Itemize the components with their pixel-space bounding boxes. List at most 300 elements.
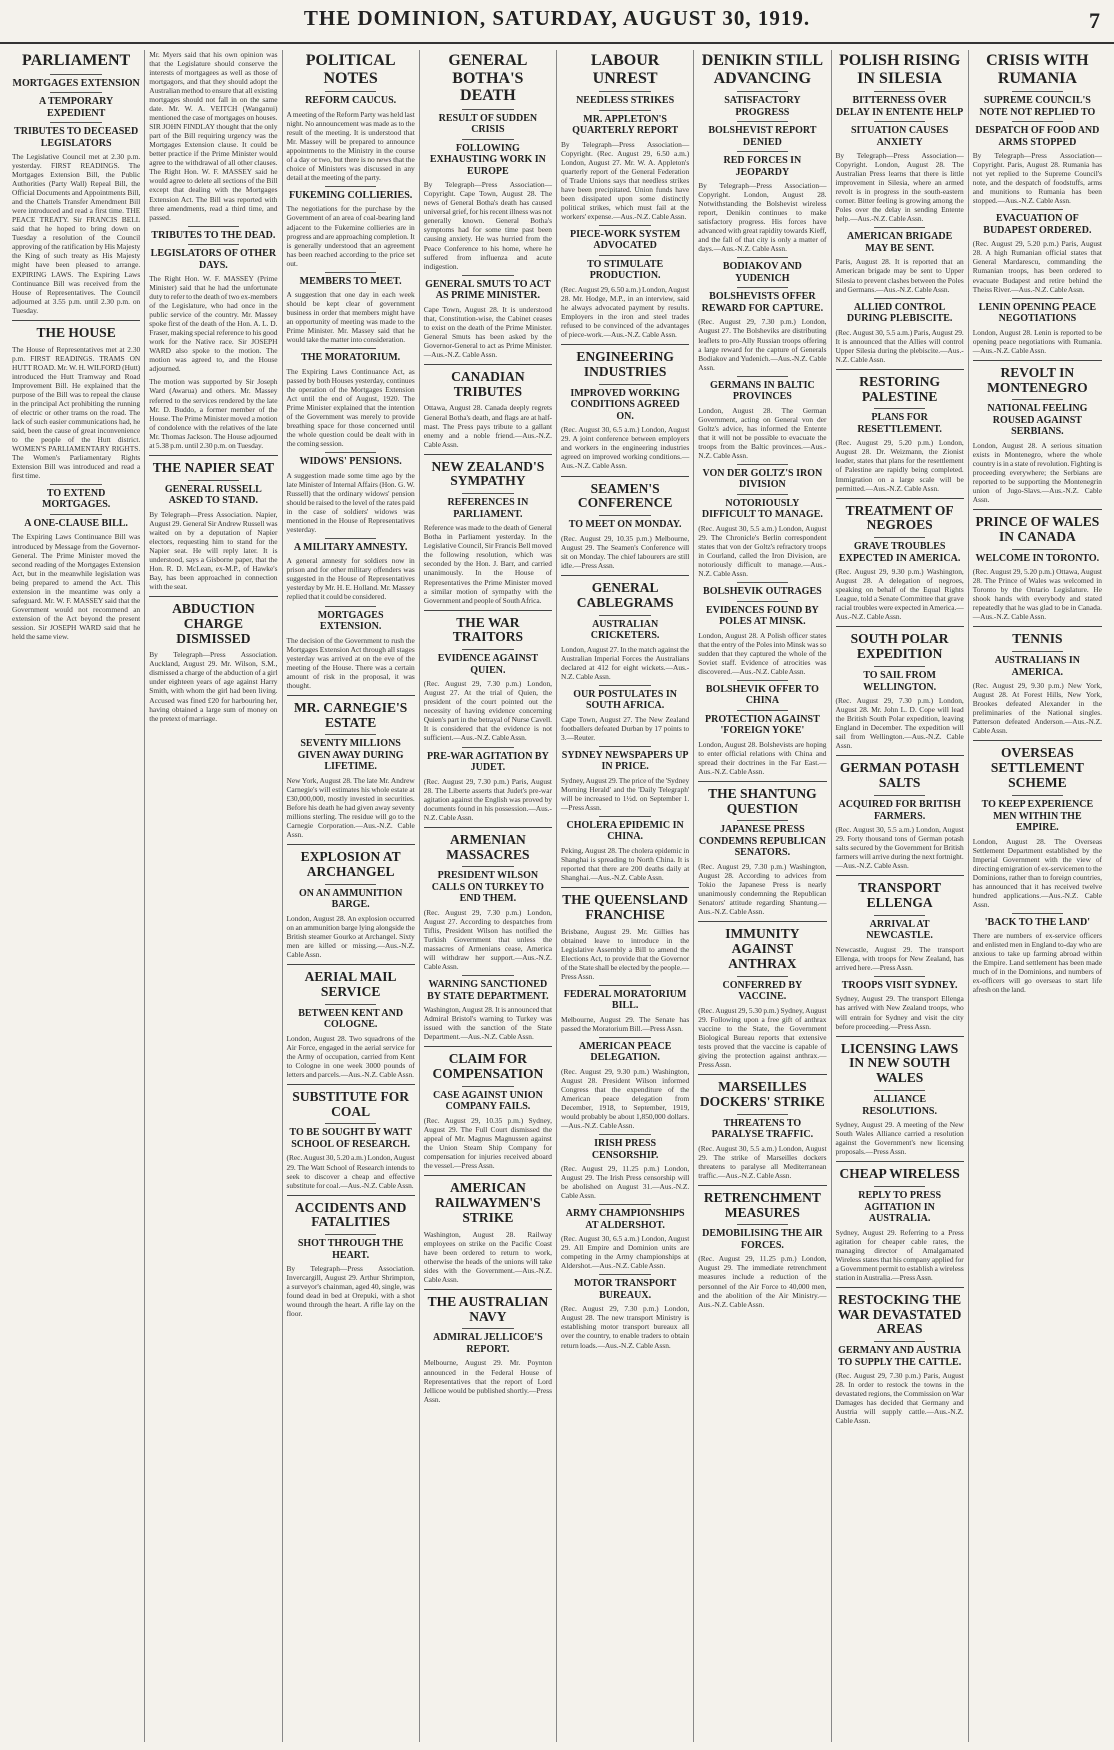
article-body: There are numbers of ex-service officers and enlisted men in England to-day who are anxious to take up farming abroad within the Empire. Land settlement has been made much of in the Dominions, and numbers of ex-officers will go overseas to start life afresh on the land. [972, 931, 1102, 995]
article-subheadline: 'BACK TO THE LAND' [984, 916, 1091, 928]
article-body: A general amnesty for soldiers now in prison and for other military offenders was suggested in the House of Representatives yesterday by Mr. H. E. Holland. Mr. Massey replied that it could be considered. [286, 556, 415, 602]
article-subheadline: CHOLERA EPIDEMIC IN CHINA. [566, 819, 684, 843]
article [973, 626, 1102, 735]
article-headline: MR. CARNEGIE'S ESTATE [293, 699, 408, 730]
article-headline: ARMENIAN MASSACRES [446, 831, 530, 862]
article-subheadline: AUSTRALIAN CRICKETERS. [590, 618, 660, 641]
article-body: The negotiations for the purchase by the Government of an area of coal-bearing land adjacent to the Fukemine collieries are in progress and are approaching completion. It is generally understood that an agreement has been reached according to the price set out. [286, 204, 415, 268]
article-headline: SOUTH POLAR EXPEDITION [850, 631, 949, 662]
article-divider [424, 1289, 552, 1290]
article-headline: PARLIAMENT [22, 52, 131, 69]
headline-rule [737, 1114, 788, 1115]
article-divider [836, 369, 964, 370]
article-subheadline: GERMANS IN BALTIC PROVINCES [710, 379, 815, 403]
article-subheadline: REPLY TO PRESS AGITATION IN AUSTRALIA. [858, 1190, 942, 1225]
headline-rule [874, 915, 925, 916]
article-body: Sydney, August 29. The transport Ellenga has arrived with New Zealand troops, who will entrain for Sydney and visit the city before proceeding.—Press Assn. [835, 994, 964, 1031]
article [698, 52, 826, 253]
article-subheadline: TROOPS VISIT SYDNEY. [841, 979, 958, 991]
headline-rule [1012, 913, 1064, 914]
article [698, 921, 826, 1069]
article-body: (Rec. August 29, 7.30 p.m.) London, August 27. According to despatches from Tiflis, President Wilson has notified the Turkish Government that unless the massacres of Armenians cease, America will withdraw her support.—Aus.-N.Z. Cable Assn. [423, 907, 552, 972]
article-body: By Telegraph—Press Association—Copyright. Paris, August 28. Rumania has not yet replied to the Supreme Council's note, and the despatch of foodstuffs, arms and munitions to Rumania has been stopped.—Aus.-N.Z. Cable Assn. [972, 151, 1102, 206]
article [836, 1287, 964, 1426]
headline-rule [50, 92, 101, 93]
article-body: London, August 28. Lenin is reported to be opening peace negotiations with Rumania.—Aus.-N.Z. Cable Assn. [972, 327, 1102, 355]
article [973, 52, 1102, 205]
article-subheadline: WARNING SANCTIONED BY STATE DEPARTMENT. [427, 979, 549, 1002]
article-subheadline: TRIBUTES TO DECEASED LEGISLATORS [14, 126, 139, 149]
article [424, 747, 552, 822]
article [973, 360, 1102, 504]
article-divider [973, 509, 1102, 510]
article-divider [836, 1036, 964, 1037]
article-headline: POLISH RISING IN SILESIA [838, 52, 961, 87]
headline-rule [599, 746, 650, 747]
article [424, 275, 552, 359]
article-subheadline: TO SAIL FROM WELLINGTON. [863, 670, 937, 693]
article-body: (Rec. August 29, 9.30 p.m.) Washington, August 28. A delegation of negroes, speaking on behalf of the Equal Rights League, told a Senate Committee that grave racial troubles were expected in America.—Aus.-N.Z. Cable Assn. [835, 567, 964, 622]
article-divider [836, 498, 964, 499]
article [149, 377, 277, 449]
article-subheadline: SHOT THROUGH THE HEART. [297, 1238, 404, 1261]
article-body: Sydney, August 29. A meeting of the New South Wales Alliance carried a resolution against the Government's new licensing proposals.—Press Assn. [835, 1120, 964, 1157]
article-subheadline: NOTORIOUSLY DIFFICULT TO MANAGE. [701, 497, 823, 521]
article-body: The Legislative Council met at 2.30 p.m. yesterday. FIRST READINGS. The Mortgages Extension Bill, the Public Authorities (Party Wall) Repeal Bill, the Official Documents and Appointments Bill, and the Chattels Transfer Amendment Bill were introduced and read a first time. THE PEACE TREATY. Sir FRANCIS BELL said that he hoped to bring down on Tuesday a resolution of the Council approving of the ratification by His Majesty the King of such treaty as His Majesty might have been pleased to arrange. EXPIRING LAWS. The Expiring Laws Continuance Bill was received from the House of Representatives. The Council adjourned at 3.55 p.m. until 2.30 p.m. on Tuesday. [12, 152, 141, 315]
article-headline: AERIAL MAIL SERVICE [304, 968, 397, 999]
article-subheadline: EVACUATION OF BUDAPEST ORDERED. [983, 213, 1092, 236]
article [836, 875, 964, 972]
headline-rule [50, 484, 101, 485]
headline-rule [325, 186, 376, 187]
article-divider [698, 1074, 826, 1075]
article-subheadline: LEGISLATORS OF OTHER DAYS. [150, 248, 277, 271]
article-headline: RESTOCKING THE WAR DEVASTATED AREAS [837, 1291, 962, 1337]
article-subheadline: BOLSHEVIST REPORT DENIED [708, 125, 817, 148]
article-headline: GENERAL BOTHA'S DEATH [448, 52, 528, 105]
columns [8, 50, 1106, 1742]
article-subheadline: ALLIANCE RESOLUTIONS. [862, 1094, 937, 1117]
article-subheadline: TO KEEP EXPERIENCE MEN WITHIN THE EMPIRE. [981, 799, 1094, 833]
article-body: The motion was supported by Sir Joseph Ward (Awarua) and others. Mr. Massey referred to the services rendered by the late Mr. D. Buddo, a former member of the House. The Prime Minister moved a motion of condolence with the relatives of the late Mr. Thomas Jackson. The House adjourned at 5.38 p.m. until 2.30 p.m. on Tuesday. [149, 377, 278, 450]
article [561, 1274, 689, 1349]
article-divider [836, 1287, 964, 1288]
headline-rule [325, 348, 376, 349]
article-divider [424, 827, 552, 828]
article-body: A suggestion made some time ago by the late Minister of Internal Affairs (Hon. G. W. Russell) that the ordinary widows' pension should be raised to the level of the rates paid in the case of soldiers' widows was mentioned in the House of Representatives yesterday. [286, 470, 415, 534]
column-2 [145, 50, 282, 1742]
article-subheadline: OUR POSTULATES IN SOUTH AFRICA. [573, 688, 677, 712]
article-body: (Rec. August 30, 5.5 a.m.) London, August 29. The strike of Marseilles dockers threatens to paralyse all Mediterranean traffic.—Aus.-N.Z. Cable Assn. [698, 1143, 827, 1180]
article-headline: CLAIM FOR COMPENSATION [432, 1051, 544, 1082]
headline-rule [1012, 651, 1064, 652]
article-headline: CHEAP WIRELESS [839, 1166, 960, 1182]
headline-rule [325, 606, 376, 607]
article-headline: CRISIS WITH RUMANIA [986, 52, 1089, 87]
article [836, 298, 964, 364]
article-divider [424, 1175, 552, 1176]
article-body: (Rec. August 29, 11.25 p.m.) London, August 29. The Irish Press censorship will be abolished on August 31.—Aus.-N.Z. Cable Assn. [561, 1164, 690, 1201]
article-subheadline: PRE-WAR AGITATION BY JUDET. [426, 750, 549, 773]
headline-rule [599, 615, 650, 616]
article-subheadline: EVIDENCES FOUND BY POLES AT MINSK. [705, 604, 819, 627]
article-subheadline: DEMOBILISING THE AIR FORCES. [702, 1228, 823, 1251]
headline-rule [874, 1341, 925, 1342]
article [836, 227, 964, 293]
headline-rule [874, 795, 925, 796]
article-body: Ottawa, August 28. Canada deeply regrets General Botha's death, and flags are at half-mast. The Press pays tribute to a gallant enemy and a noble friend.—Aus.-N.Z. Cable Assn. [423, 403, 552, 449]
article [149, 455, 277, 591]
headline-rule [737, 91, 788, 92]
article-subheadline: SUPREME COUNCIL'S NOTE NOT REPLIED TO [979, 95, 1096, 118]
article-subheadline: GENERAL SMUTS TO ACT AS PRIME MINISTER. [425, 278, 551, 302]
article-body: Washington, August 28. It is announced that Admiral Bristol's warning to Turkey was issued with the sanction of the State Department.—Aus.-N.Z. Cable Assn. [423, 1005, 552, 1042]
article-body: London, August 28. A serious situation exists in Montenegro, where the whole country is in a state of revolution. Fighting is proceeding everywhere; the Serbians are reported to be supporting the Montenegrin union of Jugo-Slavs.—Aus.-N.Z. Cable Assn. [972, 440, 1102, 505]
article-subheadline: TO STIMULATE PRODUCTION. [587, 258, 664, 282]
headline-rule [874, 666, 925, 667]
article-subheadline: FOLLOWING EXHAUSTING WORK IN EUROPE [429, 142, 546, 177]
article-divider [149, 455, 277, 456]
article-headline: DENIKIN STILL ADVANCING [701, 52, 824, 87]
article-body: (Rec. August 29, 7.30 p.m.) London, August 28. Mr. John L. D. Cope will lead the British South Polar expedition, leaving England in December. The expedition will sail from Wellington.—Aus.-N.Z. Cable Assn. [835, 696, 964, 751]
article-subheadline: NATIONAL FEELING ROUSED AGAINST SERBIANS. [987, 403, 1088, 438]
headline-rule [874, 227, 925, 228]
article-headline: IMMUNITY AGAINST ANTHRAX [725, 926, 800, 971]
article-divider [424, 364, 552, 365]
article-subheadline: TO MEET ON MONDAY. [568, 519, 682, 531]
article-subheadline: BOLSHEVIK OFFER TO CHINA [705, 683, 819, 707]
article-body: (Rec. August 29, 10.35 p.m.) Melbourne, August 29. The Seamen's Conference will sit on Monday. The chief labourers are still idle.—Press Assn. [561, 533, 690, 570]
article-body: Sydney, August 29. Referring to a Press agitation for cheaper cable rates, the managing director of Amalgamated Wireless states that his company applied for a Government permit to establish a wireless station in Australia.—Press Assn. [835, 1227, 964, 1282]
headline-rule [874, 1186, 925, 1187]
article-subheadline: A TEMPORARY EXPEDIENT [39, 96, 114, 119]
article-divider [561, 575, 689, 576]
article-body: Peking, August 28. The cholera epidemic in Shanghai is spreading to North China. It is reported that there are 200 deaths daily at Shanghai.—Aus.-N.Z. Cable Assn. [561, 845, 690, 882]
article-body: London, August 28. Bolshevists are hoping to enter official relations with China and spread their doctrines in the Far East.—Aus.-N.Z. Cable Assn. [698, 739, 827, 776]
article-body: London, August 28. The German Government, acting on General von der Goltz's advice, has informed the Entente that it will not be possible to evacuate the troops from the Baltic provinces.—Aus.-N.Z. Cable Assn. [698, 405, 827, 460]
headline-rule [325, 1123, 376, 1124]
article-divider [287, 1084, 415, 1085]
headline-rule [1012, 91, 1064, 92]
article-subheadline: AUSTRALIANS IN AMERICA. [994, 655, 1081, 678]
headline-rule [737, 820, 788, 821]
headline-rule [1012, 399, 1064, 400]
article-subheadline: GRAVE TROUBLES EXPECTED IN AMERICA. [838, 541, 961, 564]
article-subheadline: THREATENS TO PARALYSE TRAFFIC. [711, 1117, 814, 1141]
article-body: Reference was made to the death of General Botha in Parliament yesterday. In the Legislative Council, Sir Francis Bell moved the following resolution, which was seconded by the Hon. J. Barr, and carried unanimously. In the House of Representatives the Prime Minister moved a similar motion of sympathy with the Government and people of South Africa. [423, 523, 552, 605]
article-headline: MARSEILLES DOCKERS' STRIKE [699, 1078, 825, 1109]
article-body: (Rec. August 29, 5.20 p.m.) London, August 28. Dr. Weizmann, the Zionist leader, states that plans for the resettlement of Palestine are rapidly being completed. Immigration on a large scale will be permitted.—Aus.-N.Z. Cable Assn. [835, 438, 964, 493]
article-body: (Rec. August 29, 7.30 p.m.) London, August 27. At the trial of Quien, the president of the court pointed out the necessity of having evidence concerning Quien's part in the betrayal of Nurse Cavell. It is considered that the evidence is not sufficient.—Aus.-N.Z. Cable Assn. [423, 679, 552, 743]
article-body: Paris, August 28. It is reported that an American brigade may be sent to Upper Silesia to prevent clashes between the Poles and Germans.—Aus.-N.Z. Cable Assn. [835, 257, 964, 294]
article-subheadline: ACQUIRED FOR BRITISH FARMERS. [838, 799, 961, 822]
headline-rule [874, 1090, 925, 1091]
article-divider [698, 921, 826, 922]
article-headline: LABOUR UNREST [590, 52, 660, 87]
article-subheadline: TO EXTEND MORTGAGES. [41, 487, 111, 511]
article-body: By Telegraph—Press Association. Napier, August 29. General Sir Andrew Russell was waited on by a deputation of Napier electors, requesting him to stand for the Napier seat. He will reply later. It is understood, says a Gisborne paper, that the Hon. R. D. McLean, ex-M.P., of Hawke's Bay, has been approached in connection with the seat. [149, 509, 278, 591]
article [561, 746, 689, 812]
headline-rule [1012, 795, 1064, 796]
article-subheadline: PROTECTION AGAINST 'FOREIGN YOKE' [705, 713, 820, 737]
article-headline: REVOLT IN MONTENEGRO [987, 364, 1088, 395]
article [424, 454, 552, 605]
article [836, 626, 964, 750]
article-divider [836, 1161, 964, 1162]
article-body: The House of Representatives met at 2.30 p.m. FIRST READINGS. TRAMS ON HUTT ROAD. Mr. W. H. WILFORD (Hutt) introduced the Hutt Tramway and Road Improvement Bill. He explained that the purpose of the Bill was to repeal the clause in the principal Act prohibiting the running of electric or other trams on the road. The lack of such easier communications had, he said, been the cause of great inconvenience to the people of the Hutt district. WOMEN'S PARLIAMENTARY RIGHTS. The Women's Parliamentary Rights Extension Bill was introduced and read a first time. [12, 344, 141, 480]
article-subheadline: ALLIED CONTROL DURING PLEBISCITE. [846, 301, 953, 325]
article-divider [973, 740, 1102, 741]
article-subheadline: MORTGAGES EXTENSION [12, 77, 140, 89]
column-4 [420, 50, 557, 1742]
article-body: London, August 28. Two squadrons of the Air Force, engaged in the aerial service for the Army of occupation, carried from Kent to Cologne in one week 3000 pounds of letters and parcels.—Aus.-N.Z. Cable Assn. [286, 1033, 415, 1079]
article-body: (Rec. August 29, 9.30 p.m.) New York, August 28. At Forest Hills, New York, Brookes defeated Alexander in the preliminaries of the National singles. Patterson defeated Anderson.—Aus.-N.Z. Cable Assn. [972, 681, 1102, 736]
headline-rule [50, 74, 101, 75]
article [836, 1161, 964, 1282]
article-subheadline: THE MORATORIUM. [301, 352, 401, 364]
article [12, 52, 140, 315]
article-headline: THE AUSTRALIAN NAVY [427, 1293, 549, 1324]
article-body: (Rec. August 30, 5.5 a.m.) London, August 29. The Chronicle's Berlin correspondent states that von der Goltz's refractory troops in Courland, called the Iron Division, are notoriously difficult to manage.—Aus.-N.Z. Cable Assn. [698, 523, 827, 578]
article [836, 1036, 964, 1157]
article-body: Newcastle, August 29. The transport Ellenga, with troops for New Zealand, has arrived here.—Press Assn. [835, 944, 964, 972]
article-subheadline: JAPANESE PRESS CONDEMNS REPUBLICAN SENATORS. [698, 824, 826, 859]
article-body: (Rec. August 30, 6.5 a.m.) London, August 29. A joint conference between employers and workers in the engineering industries agreed on improved working conditions.—Aus.-N.Z. Cable Assn. [561, 425, 690, 471]
article-headline: GENERAL CABLEGRAMS [576, 579, 674, 610]
article-headline: GERMAN POTASH SALTS [839, 760, 960, 791]
article-subheadline: GERMANY AND AUSTRIA TO SUPPLY THE CATTLE. [838, 1345, 962, 1368]
article-subheadline: PLANS FOR RESETTLEMENT. [857, 412, 942, 435]
article-subheadline: BETWEEN KENT AND COLOGNE. [298, 1007, 404, 1031]
article-subheadline: IRISH PRESS CENSORSHIP. [591, 1138, 659, 1161]
article-body: London, August 28. A Polish officer states that the entry of the Poles into Minsk was so sudden that they captured the whole of the Soviet staff. Evidence of atrocities was discovered.—Aus.-N.Z. Cable Assn. [698, 630, 827, 676]
article [836, 369, 964, 493]
headline-rule [325, 1234, 376, 1235]
article [12, 484, 140, 641]
article [561, 985, 689, 1033]
article-body: London, August 28. The Overseas Settlement Department established by the Imperial Government with the view of directing emigration of ex-servicemen to the Dominions, rather than to foreign countries, has announced that it has received twelve hundred applications.—Aus.-N.Z. Cable Assn. [972, 836, 1102, 909]
article-subheadline: MORTGAGES EXTENSION. [317, 609, 384, 632]
article-headline: THE HOUSE [36, 324, 116, 340]
article-subheadline: A ONE-CLAUSE BILL. [24, 517, 128, 529]
article-headline: TENNIS [1012, 631, 1063, 647]
headline-rule [462, 866, 513, 867]
article-body: By Telegraph—Press Association—Copyright. (Rec. August 29, 6.50 a.m.) London, August 27. Mr. W. A. Appleton's quarterly report of the General Federation of Trade Unions says that needless strikes have been precipitated. Union funds have been dissipated upon some distinctly political strikes, which must fail at the workers' expense.—Aus.-N.Z. Cable Assn. [561, 139, 690, 221]
article-headline: ACCIDENTS AND FATALITIES [294, 1199, 407, 1230]
article-subheadline: SEVENTY MILLIONS GIVEN AWAY DURING LIFETIME. [297, 738, 404, 773]
article-divider [836, 626, 964, 627]
article-divider [973, 360, 1102, 361]
article-body: The Expiring Laws Continuance Act, as passed by both Houses yesterday, continues the operation of the Mortgages Extension Act until the end of August, 1920. The Prime Minister explained that the intention of the Government was merely to provide breathing space for those concerned until the whole question could be dealt with in the coming session. [286, 366, 415, 449]
headline-rule [599, 1274, 650, 1275]
headline-rule [325, 734, 376, 735]
article-body: The Expiring Laws Continuance Bill was introduced by Message from the Governor-General. The Prime Minister moved the second reading of the Mortgages Extension Act, but in the meanwhile legislation was being prepared to amend the Act. This extension in the meantime was only a safeguard. Mr. W. F. MASSEY said that the Government would not recommend an extension of the Act beyond the present session. Sir JOSEPH WARD said that he held the same view. [12, 532, 141, 641]
article-subheadline: DESPATCH OF FOOD AND ARMS STOPPED [975, 125, 1100, 148]
article-headline: TRANSPORT ELLENGA [858, 880, 942, 910]
article-headline: AMERICAN RAILWAYMEN'S STRIKE [435, 1180, 541, 1225]
headline-rule [737, 1224, 788, 1225]
article-headline: SEAMEN'S CONFERENCE [577, 480, 673, 511]
article-divider [287, 1195, 415, 1196]
article-body: (Rec. August 30, 6.5 a.m.) London, August 29. All Empire and Dominion units are competing in the Army championships at Aldershot.—Aus.-N.Z. Cable Assn. [561, 1234, 690, 1271]
article [698, 376, 826, 460]
article-subheadline: SATISFACTORY PROGRESS [724, 95, 801, 118]
article [973, 740, 1102, 908]
article [836, 52, 964, 223]
article-divider [12, 320, 140, 321]
headline-rule [1012, 298, 1064, 299]
article [287, 348, 415, 448]
article-headline: THE NAPIER SEAT [152, 459, 275, 475]
article [973, 913, 1102, 995]
headline-rule [1012, 209, 1064, 210]
article-subheadline: FUKEMING COLLIERIES. [288, 189, 413, 201]
article-body: (Rec. August 30, 5.5 a.m.) London, August 29. Forty thousand tons of German potash salts secured by the Government for British farmers will arrive during the next fortnight.—Aus.-N.Z. Cable Assn. [835, 825, 964, 871]
article [561, 1134, 689, 1200]
article-subheadline: MEMBERS TO MEET. [299, 275, 402, 287]
article-body: Cape Town, August 28. It is understood that, Constitution-wise, the Cabinet ceases to exist on the death of the Prime Minister. General Smuts has been asked by the Governor-General to act as Prime Minister.—Aus.-N.Z. Cable Assn. [423, 304, 552, 359]
article-body: (Rec. August 29, 9.30 p.m.) Washington, August 28. President Wilson informed Congress that the expenditure of the American peace delegation from December, 1918, to September, 1919, would probably be about 1,850,000 dollars.—Aus.-N.Z. Cable Assn. [561, 1066, 690, 1131]
headline-rule [325, 538, 376, 539]
headline-rule [599, 1204, 650, 1205]
headline-rule [325, 452, 376, 453]
article-subheadline: FEDERAL MORATORIUM BILL. [563, 988, 687, 1012]
headline-rule [462, 139, 513, 140]
headline-rule [325, 884, 376, 885]
article-divider [836, 875, 964, 876]
article-body: (Rec. August 29, 10.35 p.m.) Sydney, August 29. The Full Court dismissed the appeal of Mr. Magnus Magnussen against the Union Steam Ship Company for compensation for injuries received aboard the vessel.—Press Assn. [423, 1115, 552, 1171]
headline-rule [599, 1134, 650, 1135]
article [698, 582, 826, 676]
article-subheadline: TO BE SOUGHT BY WATT SCHOOL OF RESEARCH. [289, 1127, 412, 1150]
headline-rule [599, 91, 650, 92]
article [287, 538, 415, 602]
article [836, 976, 964, 1031]
article-subheadline: SYDNEY NEWSPAPERS UP IN PRICE. [561, 749, 689, 773]
article-body: (Rec. August 29, 5.20 p.m.) Paris, August 28. A high Rumanian official states that General Mardarescu, commanding the Rumanian troops, has been ordered to evacuate Budapest and retire behind the Theiss River.—Aus.-N.Z. Cable Assn. [972, 239, 1102, 294]
article-subheadline: NEEDLESS STRIKES [576, 95, 675, 107]
article [424, 1289, 552, 1404]
headline-rule [737, 464, 788, 465]
article-body: By Telegraph—Press Association. Auckland, August 29. Mr. Wilson, S.M., dismissed a charge of the abduction of a girl under eighteen years of age against Harry Smith, with whom the girl had been living. Accused was fined £20 for harbouring her, having obtained a large sum of money on the pretext of marriage. [149, 650, 278, 723]
article [287, 844, 415, 959]
article-subheadline: BITTERNESS OVER DELAY IN ENTENTE HELP [835, 95, 964, 118]
article-subheadline: GENERAL RUSSELL ASKED TO STAND. [164, 483, 262, 507]
article-headline: THE SHANTUNG QUESTION [708, 785, 817, 816]
article-divider [149, 596, 277, 597]
article-subheadline: BOLSHEVIK OUTRAGES [703, 586, 822, 597]
article-subheadline: AMERICAN PEACE DELEGATION. [578, 1040, 672, 1064]
headline-rule [874, 91, 925, 92]
article-divider [561, 344, 689, 345]
article-body: Washington, August 28. Railway employees on strike on the Pacific Coast have been ordered to return to work, otherwise the heads of the unions will take sides with the Government.—Aus.-N.Z. Cable Assn. [423, 1229, 552, 1284]
headline-rule [737, 121, 788, 122]
headline-rule [737, 976, 788, 977]
article-body: Melbourne, August 29. The Senate has passed the Moratorium Bill.—Press Assn. [561, 1014, 690, 1033]
article-body: (Rec. August 29, 5.20 p.m.) Ottawa, August 28. The Prince of Wales was welcomed in Toronto by the Ontario Legislature. He shook hands with everybody and stated repeatedly that he was glad to be in Canada.—Aus.-N.Z. Cable Assn. [972, 567, 1102, 622]
article [149, 226, 277, 374]
article-body: Mr. Myers said that his own opinion was that the Legislature should conserve the interests of mortgagees as well as those of mortgagors, and that they should adopt the Australian method to ensure that all existing mortgages should not fall in on the same date. Mr. W. A. VEITCH (Wanganui) mentioned the case of mortgages on houses. SIR JOHN FINDLAY thought that the only part of the Bill requiring urgency was the Mortgages Extension clause. It could be better practice if the Prime Minister would agree to the withdrawal of all other clauses. The Right Hon. W. F. MASSEY said he would agree to delete all sections of the Bill except that dealing with the Mortgages Extension Act. The Bill was reported with three amendments, read a third time, and passed. [149, 50, 278, 222]
article-body: (Rec. August 29, 7.30 p.m.) London, August 27. The Bolsheviks are distributing leaflets to pro-Ally Russian troops offering a large reward for the capture of Generals Bodiakov and Yudenich.—Aus.-N.Z. Cable Assn. [698, 317, 827, 372]
column-3 [283, 50, 420, 1742]
article-subheadline: MR. APPLETON'S QUARTERLY REPORT [572, 113, 679, 137]
article-headline: THE QUEENSLAND FRANCHISE [562, 891, 688, 922]
article-divider [287, 695, 415, 696]
article-body: (Rec. August 29, 5.30 p.m.) Sydney, August 29. Following upon a free gift of anthrax vaccine to the State, the Government Biological Bureau reports that extensive tests proved that the vaccine is capable of giving the protection against anthrax.—Press Assn. [698, 1005, 827, 1069]
article-headline: PRINCE OF WALES IN CANADA [975, 514, 1100, 544]
article [836, 498, 964, 622]
article [698, 464, 826, 578]
article-subheadline: RED FORCES IN JEOPARDY [723, 155, 802, 178]
article-subheadline: TRIBUTES TO THE DEAD. [151, 229, 276, 241]
article-body: (Rec. August 29, 11.25 p.m.) London, August 29. The immediate retrenchment measures include a reduction of the personnel of the Air Force to 40,000 men, and the abolition of the Air Ministry.—Aus.-N.Z. Cable Assn. [698, 1254, 827, 1309]
article-headline: RETRENCHMENT MEASURES [703, 1189, 821, 1220]
article-body: The Right Hon. W. F. MASSEY (Prime Minister) said that he had the unfortunate duty to refer to the death of two ex-members of the Legislature, who had once in the public service of the country. Mr. Massey spoke first of the death of the Hon. A. L. D. Fraser, making special reference to his good work for the Native race. Sir JOSEPH WARD also spoke to the motion. The motion was agreed to, and the House adjourned. [149, 274, 278, 374]
article-headline: EXPLOSION AT ARCHANGEL [300, 849, 401, 879]
headline-rule [737, 494, 788, 495]
column-6 [694, 50, 831, 1742]
article-subheadline: ADMIRAL JELLICOE'S REPORT. [433, 1332, 543, 1355]
article-divider [698, 781, 826, 782]
article-headline: NEW ZEALAND'S SYMPATHY [431, 458, 545, 489]
article-subheadline: LENIN OPENING PEACE NEGOTIATIONS [978, 301, 1096, 325]
article [287, 695, 415, 839]
headline-rule [599, 255, 650, 256]
article-subheadline: SITUATION CAUSES ANXIETY [850, 125, 949, 148]
article-subheadline: ARMY CHAMPIONSHIPS AT ALDERSHOT. [565, 1208, 685, 1231]
article [973, 509, 1102, 621]
article-divider [287, 964, 415, 965]
article-headline: RESTORING PALESTINE [859, 373, 941, 404]
article [149, 596, 277, 723]
article [698, 1074, 826, 1180]
article-divider [836, 755, 964, 756]
article-subheadline: MOTOR TRANSPORT BUREAUX. [573, 1278, 677, 1301]
article-body: Brisbane, August 29. Mr. Gillies has obtained leave to introduce in the Legislative Assembly a Bill to amend the Elections Act, to provide that the Governor of the State shall be elected by the people.—Press Assn. [561, 926, 690, 981]
article-subheadline: EVIDENCE AGAINST QUIEN. [437, 653, 539, 676]
article-subheadline: WELCOME IN TORONTO. [975, 552, 1100, 564]
headline-rule [462, 975, 513, 976]
article [424, 1175, 552, 1284]
article-body: A suggestion that one day in each week should be kept clear of government business in order that members might have an opportunity of meeting was made to the Prime Minister. Mr. Massey said that he would take the matter into consideration. [286, 290, 415, 345]
article [561, 1037, 689, 1130]
article-body: By Telegraph—Press Association—Copyright. London, August 28. Notwithstanding the Bolshevist wireless report, Denikin continues to make satisfactory progress. His forces have advanced with great rapidity towards Kieff, and the fall of that city is only a matter of days.—Aus.-N.Z. Cable Assn. [698, 181, 827, 254]
headline-rule [874, 408, 925, 409]
article [424, 364, 552, 449]
page-number: 7 [1089, 8, 1100, 33]
masthead-title: THE DOMINION, SATURDAY, AUGUST 30, 1919. [303, 6, 811, 30]
article-subheadline: REFERENCES IN PARLIAMENT. [447, 497, 529, 520]
article [836, 755, 964, 870]
article-body: (Rec. August 29, 7.30 p.m.) Paris, August 28. The Liberte asserts that Judet's pre-war agitation against the English was proved by documents found in his possession.—Aus.-N.Z. Cable Assn. [423, 776, 552, 822]
article [424, 827, 552, 971]
headline-rule [599, 816, 650, 817]
masthead [0, 0, 1114, 44]
article [698, 1185, 826, 1309]
headline-rule [737, 287, 788, 288]
headline-rule [188, 480, 239, 481]
article-body: By Telegraph—Press Association. Invercargill, August 29. Arthur Shrimpton, a surveyor's chainman, aged 40, single, was found dead in bed at Orepuki, with a shot wound through the heart. A rifle lay on the floor. [286, 1264, 415, 1319]
article-headline: THE WAR TRAITORS [452, 614, 524, 645]
column-7 [832, 50, 969, 1742]
article [287, 186, 415, 268]
headline-rule [462, 275, 513, 276]
article [287, 272, 415, 345]
article-body: London, August 28. An explosion occurred on an ammunition barge lying alongside the British steamer Gourko at Archangel. Sixty men are killed or missing.—Aus.-N.Z. Cable Assn. [286, 913, 415, 959]
headline-rule [874, 121, 925, 122]
article-divider [424, 1046, 552, 1047]
article-headline: SUBSTITUTE FOR COAL [292, 1088, 409, 1119]
